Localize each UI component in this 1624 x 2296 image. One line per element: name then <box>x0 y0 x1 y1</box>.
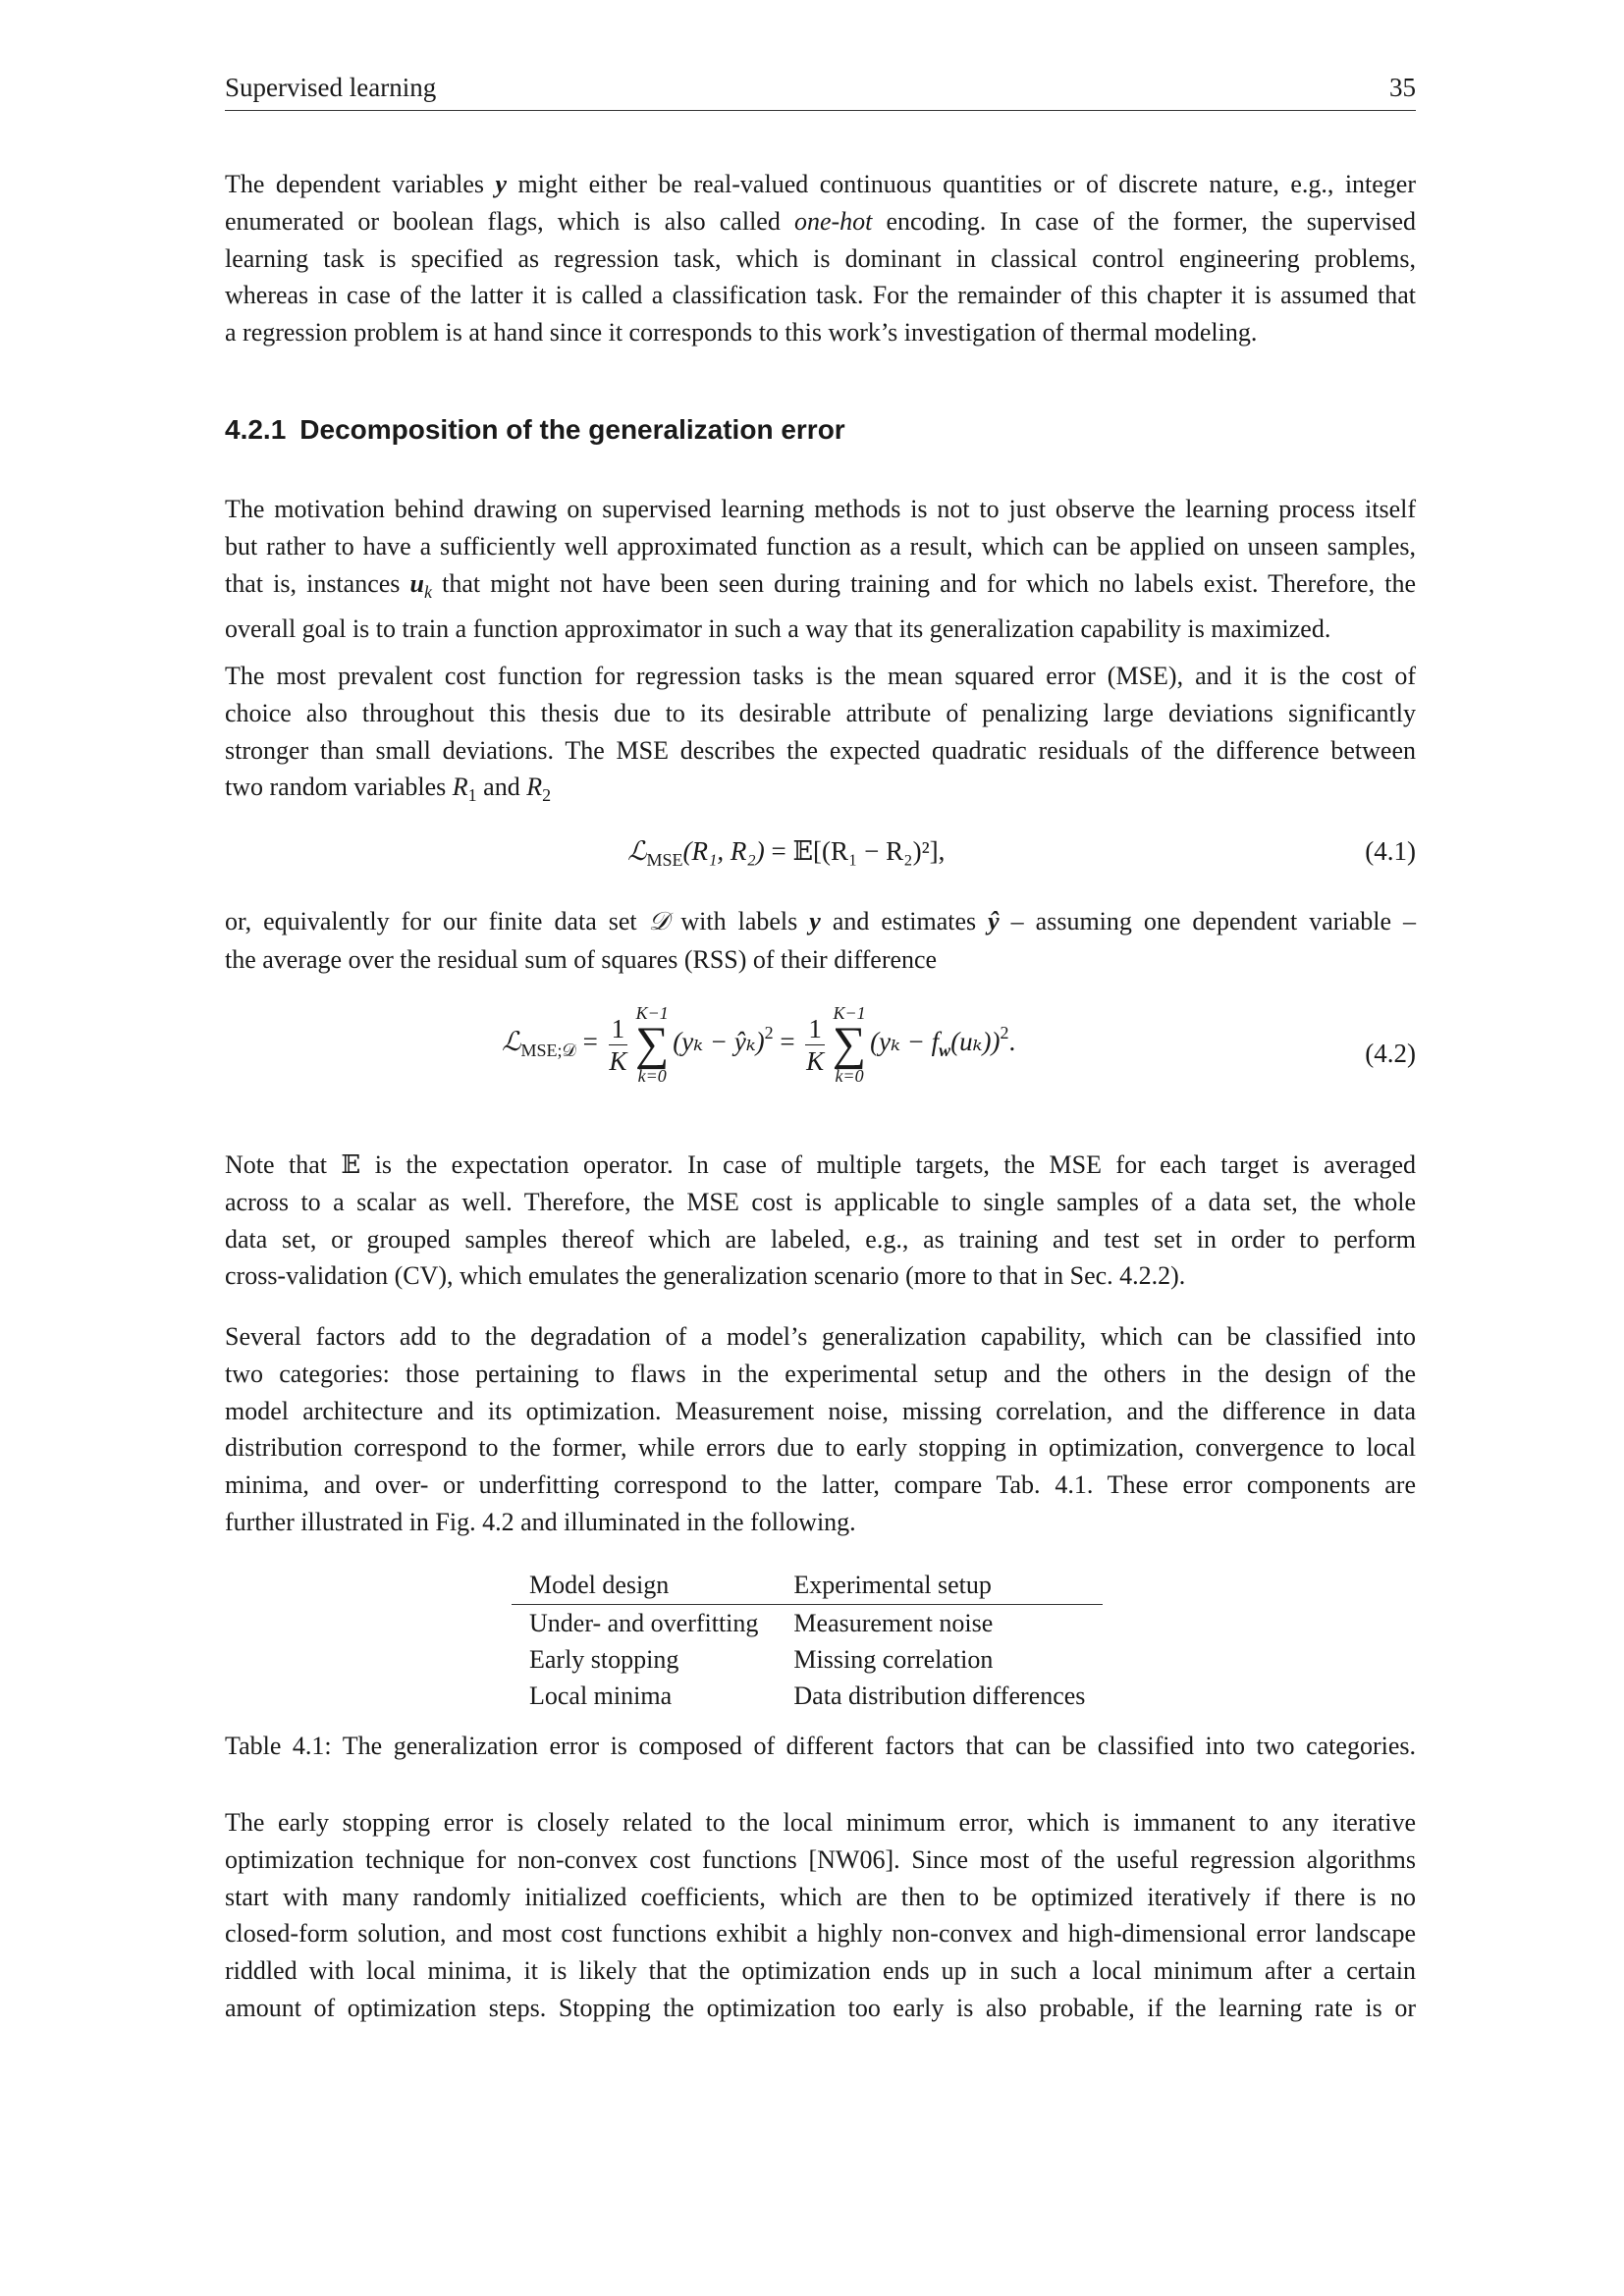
paragraph-expectation: Note that 𝔼 is the expectation operator. In case of multiple targets, the MSE for each target is averaged across to a scalar as well. Therefore, the MSE cost is applicable to single samples of a data set, the whole data set, or grouped samples thereof which are labeled, e.g., as training and test set in order to perform cross-validation (CV), which emulates the generalization scenario (more to that in Sec. 4.2.2). <box>225 1150 1416 1291</box>
equation-4-2: ℒ$_{MSE;𝒟}$ = $\frac{1}{K}$ K−1 ∑ k=0 (yₖ − ŷₖ)$^2$ = $\frac{1}{K}$ K−1 ∑ k=0 $(y_k - f_w(u_k))^2$. (4.2) <box>502 1003 1416 1086</box>
paragraph-motivation: The motivation behind drawing on supervised learning methods is not to just observe the learning process itself but rather to have a sufficiently well approximated function as a result, which can be applied on unseen samples, that is, instances $u_k$ that might not have been seen during training and for which no labels exist. Therefore, the overall goal is to train a function approximator in such a way that its generalization capability is maximized. <box>225 495 1416 644</box>
table-row <box>512 1641 1103 1678</box>
table-row <box>512 1605 1103 1642</box>
equation-number: (4.2) <box>1365 1039 1416 1068</box>
table-row <box>512 1678 1103 1714</box>
page-number: 35 <box>1389 73 1416 102</box>
section-number: 4.2.1 <box>225 414 287 445</box>
running-header <box>225 71 1416 111</box>
table-caption: Table 4.1: The generalization error is composed of different factors that can be classified into two categories. <box>225 1732 1416 1760</box>
equation-4-1: ℒ$_{MSE}$(R₁, R₂) = 𝔼[(R₁ − R₂)²], (4.1) <box>627 836 1416 870</box>
section-title: Decomposition of the generalization error <box>299 414 845 445</box>
paragraph-mse: The most prevalent cost function for regression tasks is the mean squared error (MSE), and it is the cost of choice also throughout this thesis due to its desirable attribute of penalizing large deviations significantly stronger than small deviations. The MSE describes the expected quadratic residuals of the difference between two random variables $R_1$ and $R_2$ <box>225 662 1416 806</box>
paragraph-early-stopping: The early stopping error is closely related to the local minimum error, which is immanent to any iterative optimization technique for non-convex cost functions [NW06]. Since most of the useful regression algorithms start with many randomly initialized coefficients, which are then to be optimized iteratively if there is no closed-form solution, and most cost functions exhibit a highly non-convex and high-dimensional error landscape riddled with local minima, it is likely that the optimization ends up in such a local minimum after a certain amount of optimization steps. Stopping the optimization too early is also probable, if the learning rate is or <box>225 1808 1416 2022</box>
table-cell: Missing correlation <box>793 1645 994 1674</box>
table-cell: Data distribution differences <box>793 1682 1086 1710</box>
table-header-row <box>512 1569 1103 1605</box>
table-header-experimental-setup: Experimental setup <box>776 1569 1103 1605</box>
header-title: Supervised learning <box>225 73 437 102</box>
paragraph-factors: Several factors add to the degradation of a model’s generalization capability, which can be classified into two categories: those pertaining to flaws in the experimental setup and the others in the design of the model architecture and its optimization. Measurement noise, missing correlation, and the difference in data distribution correspond to the former, while errors due to early stopping in optimization, convergence to local minima, and over- or underfitting correspond to the latter, compare Tab. 4.1. These error components are further illustrated in Fig. 4.2 and illuminated in the following. <box>225 1322 1416 1536</box>
table-cell: Local minima <box>529 1682 673 1710</box>
table-error-factors <box>512 1569 1103 1714</box>
table-cell: Under- and overfitting <box>529 1609 759 1637</box>
equation-number: (4.1) <box>1365 836 1416 866</box>
section-heading <box>225 414 845 446</box>
table-cell: Early stopping <box>529 1645 679 1674</box>
table-header-model-design: Model design <box>512 1569 776 1605</box>
paragraph-dependent-variables: The dependent variables y might either be real-valued continuous quantities or of discrete nature, e.g., integer enumerated or boolean flags, which is also called one-hot encoding. In case of the former, the supervised learning task is specified as regression task, which is dominant in classical control engineering problems, whereas in case of the latter it is called a classification task. For the remainder of this chapter it is assumed that a regression problem is at hand since it corresponds to this work’s investigation of thermal modeling. <box>225 170 1417 347</box>
table-cell: Measurement noise <box>793 1609 994 1637</box>
paragraph-finite-data: or, equivalently for our finite data set 𝒟 with labels y and estimates ŷ – assuming one dependent variable – the average over the residual sum of squares (RSS) of their difference <box>225 907 1416 974</box>
